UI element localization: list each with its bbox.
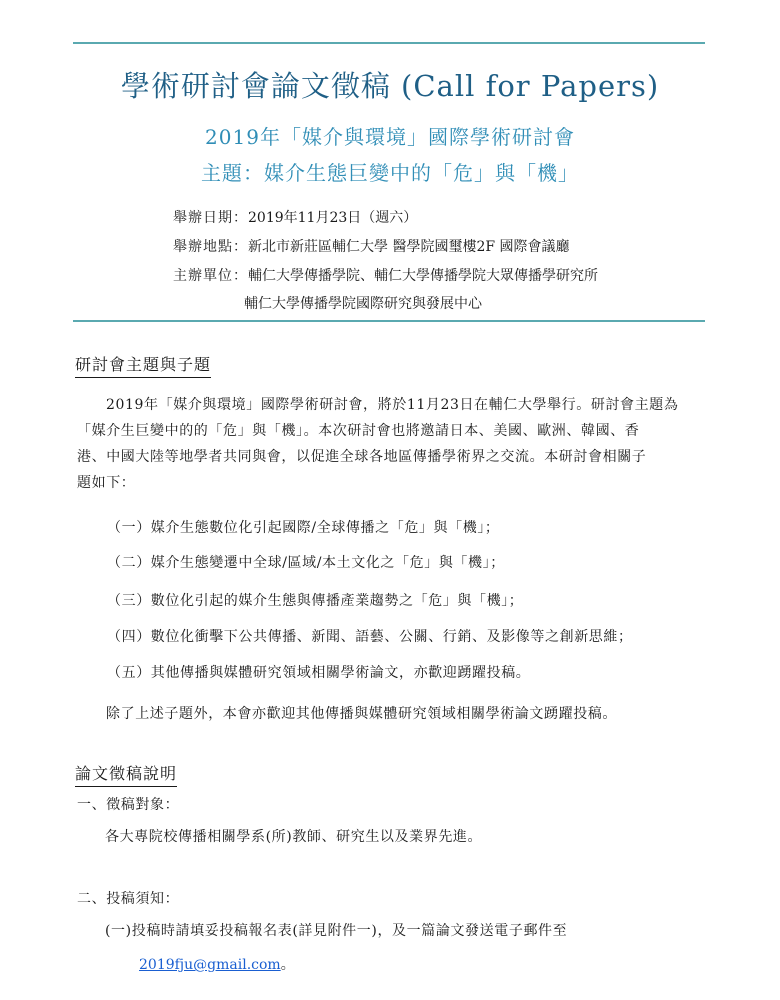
intro-paragraph — [77, 392, 705, 496]
conference-name: 2019年「媒介與環境」國際學術研討會 — [205, 125, 575, 149]
subtopic-item: （二）媒介生態變遷中全球/區域/本土文化之「危」與「機」； — [107, 555, 505, 571]
section-divider — [73, 320, 705, 322]
event-date — [173, 208, 417, 228]
intro-line: 題如下： — [77, 475, 136, 491]
email-suffix: 。 — [280, 957, 295, 973]
event-date-value: 2019年11月23日（週六） — [248, 210, 418, 226]
event-venue-label: 舉辦地點： — [173, 239, 248, 255]
event-date-label: 舉辦日期： — [173, 210, 248, 226]
closing-paragraph: 除了上述子題外，本會亦歡迎其他傳播與媒體研究領域相關學術論文踴躍投稿。 — [106, 706, 617, 722]
notice-body: (一)投稿時請填妥投稿報名表(詳見附件一)，及一篇論文發送電子郵件至 — [105, 923, 568, 939]
intro-line: 2019年「媒介與環境」國際學術研討會，將於11月23日在輔仁大學舉行。研討會主題為 — [106, 397, 679, 413]
email-link[interactable]: 2019fju@gmail.com — [139, 957, 281, 973]
event-organizer-line-2: 輔仁大學傳播學院國際研究與發展中心 — [244, 296, 482, 312]
conference-theme: 主題：媒介生態巨變中的「危」與「機」 — [201, 161, 579, 185]
section-heading-themes: 研討會主題與子題 — [75, 352, 211, 378]
subtopic-item: （一）媒介生態數位化引起國際/全球傳播之「危」與「機」； — [107, 520, 500, 536]
page-title: 學術研討會論文徵稿 (Call for Papers) — [120, 69, 660, 103]
event-venue-value: 新北市新莊區輔仁大學 醫學院國璽樓2F 國際會議廳 — [248, 239, 570, 255]
section-heading-cfp: 論文徵稿說明 — [75, 761, 177, 787]
subtopic-item: （四）數位化衝擊下公共傳播、新聞、語藝、公關、行銷、及影像等之創新思維； — [107, 629, 633, 645]
event-venue — [173, 237, 570, 257]
top-divider — [73, 42, 705, 44]
event-organizer-label: 主辦單位： — [173, 268, 248, 284]
target-label: 一、徵稿對象： — [77, 797, 180, 813]
subtopic-item: （三）數位化引起的媒介生態與傳播產業趨勢之「危」與「機」； — [107, 593, 524, 609]
event-organizer-value: 輔仁大學傳播學院、輔仁大學傳播學院大眾傳播學研究所 — [248, 268, 598, 284]
intro-line: 「媒介生巨變中的的「危」與「機」。本次研討會也將邀請日本、美國、歐洲、韓國、香 — [77, 423, 640, 439]
email-line — [139, 954, 295, 974]
intro-line: 港、中國大陸等地學者共同與會，以促進全球各地區傳播學術界之交流。本研討會相關子 — [77, 449, 647, 465]
target-body: 各大專院校傳播相關學系(所)教師、研究生以及業界先進。 — [105, 829, 483, 845]
subtopic-item: （五）其他傳播與媒體研究領域相關學術論文，亦歡迎踴躍投稿。 — [107, 665, 531, 681]
event-organizer — [173, 266, 598, 286]
notice-label: 二、投稿須知： — [77, 891, 180, 907]
